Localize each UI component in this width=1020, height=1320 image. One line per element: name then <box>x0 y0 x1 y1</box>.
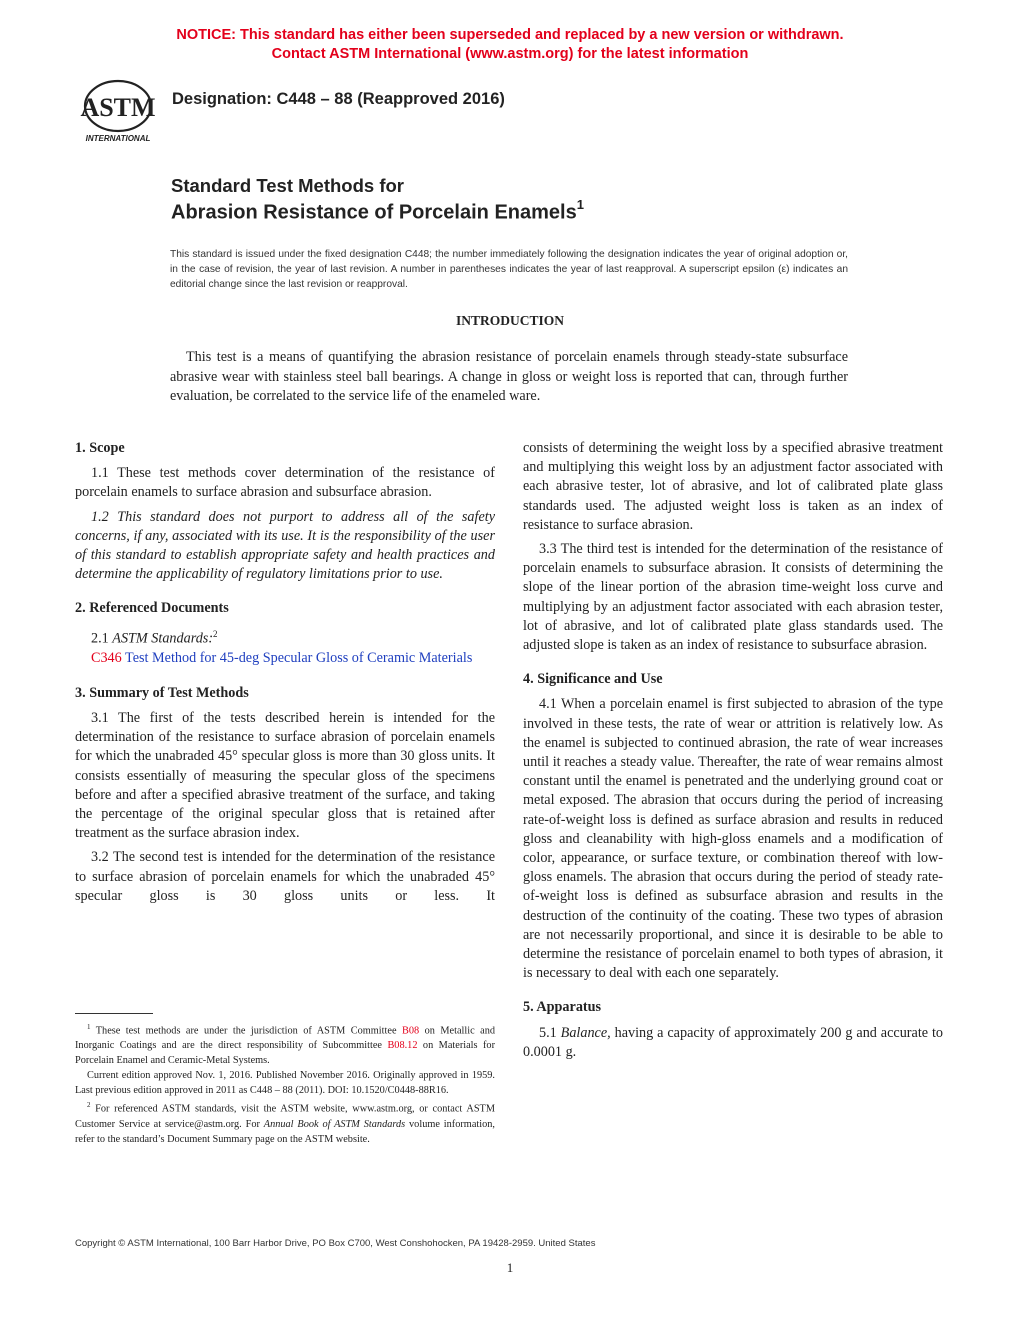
astm-logo <box>74 78 162 144</box>
superseded-notice <box>0 26 1020 64</box>
footnote-divider <box>75 1013 153 1014</box>
footnote-1 <box>75 1020 495 1068</box>
subcommittee-b08-12-link[interactable]: B08.12 <box>387 1040 418 1052</box>
section-2-1-label: ASTM Standards: <box>112 630 214 647</box>
footnote-2 <box>75 1098 495 1146</box>
section-3-2-continued: consists of determining the weight loss by a specified abrasive treatment and multiplying this weight loss by an adjustment factor associated with each abrasive tester, lot of abrasive, and lot of calibrated plate glass standards used. The adjusted weight loss is taken as an index of resistance to surface abrasion. <box>523 440 943 533</box>
section-1-2-text: 1.2 This standard does not purport to address all of the safety concerns, if any, associated with its use. It is the responsibility of the user of this standard to establish appropriate safety and health practices and determine the applicability of regulatory limitations prior to use. <box>75 508 495 583</box>
committee-b08-link[interactable]: B08 <box>401 1025 420 1037</box>
section-2-1-num: 2.1 <box>91 630 113 647</box>
footnote-2-mark-text: 2 <box>87 1101 91 1110</box>
footnote-2-mark: 2 <box>213 628 218 639</box>
section-4-1: 4.1 When a porcelain enamel is first subjected to abrasion of the type involved in these tests, the rate of wear or attrition is relatively low. As the enamel is subjected to continued abrasion, the rate of wear increases until it reaches a steady value. Thereafter, the rate of wear remains almost constant until the enamel is penetrated and the underlying ground coat or metal exposed. The abrasion that occurs during the period of increasing rate-of-weight loss is defined as surface abrasion and results in reduced gloss and cleanability with high-gloss enamels and a modification of color, appearance, or surface texture, or combination thereof with low-gloss enamels. The abrasion that occurs during the period of steady rate-of-weight loss is defined as subsurface abrasion and results in the destruction of the continuity of the coating. These two types of abrasion are not necessarily proportional, and since it is desirable to be able to determine the resistance of porcelain enamel to both types of abrasion, it is necessary to deal with each one separately. <box>523 696 943 982</box>
section-3-heading: 3. Summary of Test Methods <box>75 684 249 701</box>
section-4-heading: 4. Significance and Use <box>523 671 663 688</box>
title-text: Abrasion Resistance of Porcelain Enamels <box>171 201 577 224</box>
notice-line-1: NOTICE: This standard has either been superseded and replaced by a new version or withdrawn. <box>176 27 844 43</box>
section-5-1-text: having a capacity of approximately 200 g and accurate to 0.0001 g. <box>523 1024 944 1060</box>
copyright: Copyright © ASTM International, 100 Barr Harbor Drive, PO Box C700, West Conshohocken, PA 19428-2959. United States <box>75 1238 596 1249</box>
logo-letters: ASTM <box>80 93 156 122</box>
footnote-1-text-a: These test methods are under the jurisdiction of ASTM Committee <box>90 1025 402 1037</box>
section-2-heading: 2. Referenced Documents <box>75 600 229 617</box>
right-column <box>523 439 943 1062</box>
section-3-2: 3.2 The second test is intended for the determination of the resistance to surface abrasion of porcelain enamels for which the unabraded 45° specular gloss is 30 gloss units or less. It <box>75 849 495 904</box>
ref-title-link[interactable]: Test Method for 45-deg Specular Gloss of Ceramic Materials <box>125 649 473 666</box>
section-5-1 <box>523 1024 943 1062</box>
title-footnote-mark: 1 <box>576 197 584 212</box>
title-line-2 <box>171 199 584 225</box>
notice-line-2: Contact ASTM International (www.astm.org) for the latest information <box>271 46 749 62</box>
section-3-1: 3.1 The first of the tests described herein is intended for the determination of the resistance to surface abrasion of porcelain enamels for which the unabraded 45° specular gloss is more than 30 gloss units. It consists essentially of measuring the specular gloss of the specimens before and after a specified abrasive treatment of the surface, and taking the percentage of the original specular gloss that is retained after treatment as the surface abrasion index. <box>75 709 495 842</box>
introduction-heading: INTRODUCTION <box>455 313 564 328</box>
footnote-2-text-b: volume information, refer to the standard’s Document Summary page on the ASTM website. <box>75 1118 495 1145</box>
section-1-2 <box>75 508 495 585</box>
left-column <box>75 439 495 906</box>
section-1-heading: 1. Scope <box>75 440 125 456</box>
designation: Designation: C448 – 88 (Reapproved 2016) <box>172 90 505 108</box>
logo-subtitle: INTERNATIONAL <box>85 134 151 143</box>
astm-logo-icon <box>74 78 162 144</box>
footnote-1-mark: 1 <box>87 1023 91 1031</box>
section-5-1-label: Balance, <box>560 1024 611 1041</box>
footnote-1-text-b: on Metallic and Inorganic Coatings and are the direct responsibility of Subcommittee <box>75 1025 495 1052</box>
section-2-1 <box>75 625 495 649</box>
ref-code-link[interactable]: C346 <box>91 649 122 666</box>
section-5-heading: 5. Apparatus <box>523 999 602 1016</box>
footnote-2-text-a: For referenced ASTM standards, visit the ASTM website, www.astm.org, or contact ASTM Customer Service at service@astm.org. For <box>75 1103 495 1130</box>
footnote-edition: Current edition approved Nov. 1, 2016. Published November 2016. Originally approved in 1959. Last previous edition approved in 2011 as C448 – 88 (2011). DOI: 10.1520/C0448-88R16. <box>75 1070 495 1097</box>
footnote-2-italic: Annual Book of ASTM Standards <box>263 1118 406 1130</box>
introduction-text: This test is a means of quantifying the abrasion resistance of porcelain enamels through steady-state subsurface abrasive wear with stainless steel ball bearings. A change in gloss or weight loss is reported that can, through further evaluation, be correlated to the service life of the enameled ware. <box>170 349 848 404</box>
section-3-3: 3.3 The third test is intended for the determination of the resistance of porcelain enamels to subsurface abrasion. It consists of determining the slope of the linear portion of the abrasion time-weight loss curve and multiplying by an adjustment factor associated with each abrasion tester, lot of abrasive, and lot of calibrated plate glass standards used. The adjusted slope is taken as an index of resistance to subsurface abrasion. <box>523 541 943 654</box>
reference-c346[interactable] <box>75 649 495 668</box>
section-5-1-num: 5.1 <box>539 1024 561 1041</box>
page-number: 1 <box>506 1260 514 1275</box>
section-1-1: 1.1 These test methods cover determination of the resistance of porcelain enamels to surface abrasion and subsurface abrasion. <box>75 465 495 501</box>
footnotes <box>75 1020 495 1147</box>
footnote-1-text-c: on Materials for Porcelain Enamel and Ceramic-Metal Systems. <box>75 1040 495 1067</box>
title-line-1: Standard Test Methods for <box>171 175 404 196</box>
issued-note: This standard is issued under the fixed designation C448; the number immediately following the designation indicates the year of original adoption or, in the case of revision, the year of last revision. A number in parentheses indicates the year of last reapproval. A superscript epsilon (ε) indicates an editorial change since the last revision or reapproval. <box>170 249 848 290</box>
